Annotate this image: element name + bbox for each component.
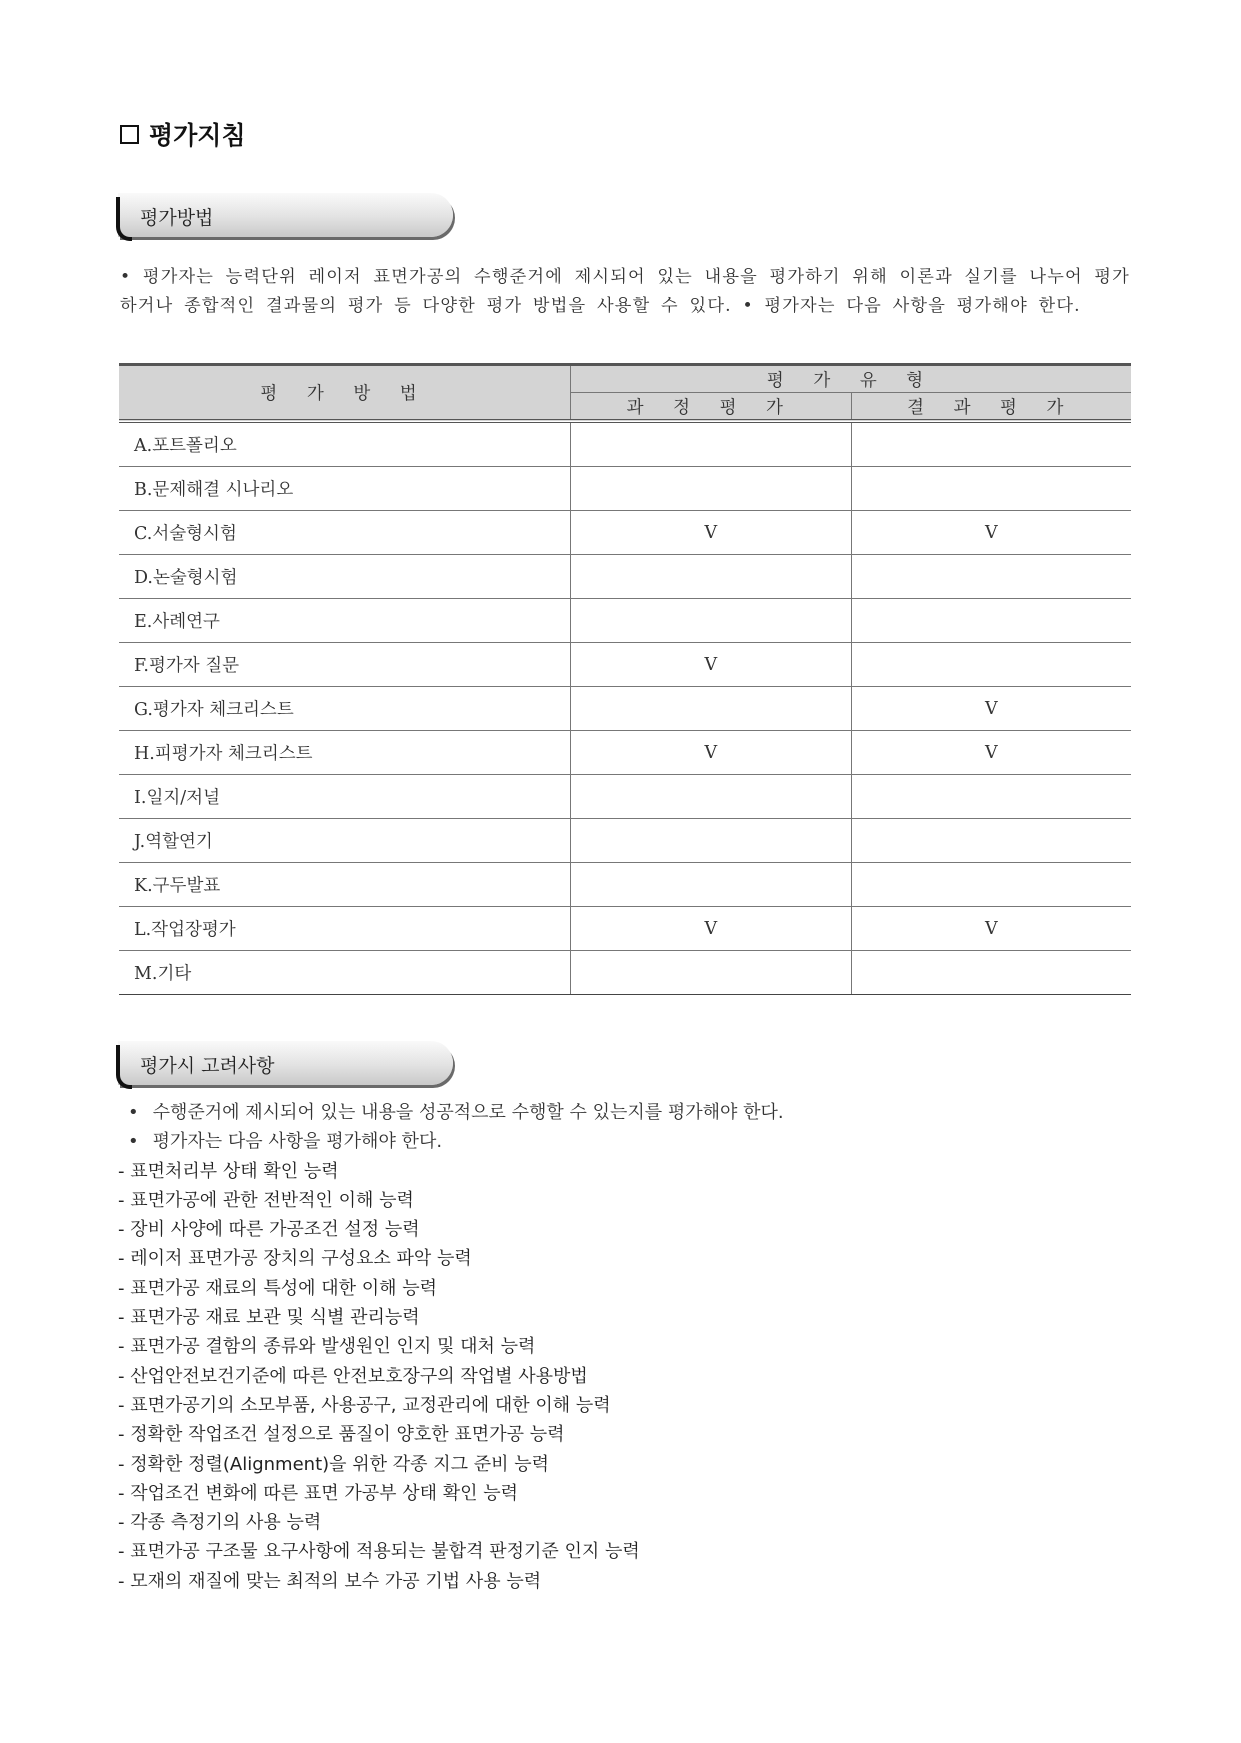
list-item: - 산업안전보건기준에 따른 안전보호장구의 작업별 사용방법 <box>118 1365 588 1387</box>
method-cell: B.문제해결 시나리오 <box>119 467 571 511</box>
process-cell <box>571 819 851 863</box>
method-cell: D.논술형시험 <box>119 555 571 599</box>
bullet-dot-icon: • <box>128 1102 139 1123</box>
result-cell <box>851 863 1131 907</box>
section-tab-label: 평가시 고려사항 <box>140 1055 275 1077</box>
table-row <box>119 775 1131 819</box>
result-cell <box>851 819 1131 863</box>
list-item: - 표면가공기의 소모부품, 사용공구, 교정관리에 대한 이해 능력 <box>118 1394 611 1416</box>
list-item: - 표면가공 재료 보관 및 식별 관리능력 <box>118 1307 420 1329</box>
list-item: - 장비 사양에 따른 가공조건 설정 능력 <box>118 1219 420 1241</box>
table-row <box>119 643 1131 687</box>
list-item <box>118 1127 784 1156</box>
process-cell <box>571 467 851 511</box>
result-cell: V <box>851 511 1131 555</box>
process-cell <box>571 555 851 599</box>
method-cell: K.구두발표 <box>119 863 571 907</box>
method-cell: E.사례연구 <box>119 599 571 643</box>
table-row <box>119 421 1131 467</box>
process-cell <box>571 599 851 643</box>
process-cell <box>571 951 851 995</box>
process-cell <box>571 421 851 467</box>
process-cell <box>571 775 851 819</box>
table-row <box>119 511 1131 555</box>
list-item: - 표면가공 구조물 요구사항에 적용되는 불합격 판정기준 인지 능력 <box>118 1541 640 1563</box>
process-cell: V <box>571 643 851 687</box>
method-cell: M.기타 <box>119 951 571 995</box>
square-bullet-icon <box>120 125 139 144</box>
section-tab-considerations <box>118 1041 453 1085</box>
result-cell <box>851 599 1131 643</box>
table-row <box>119 731 1131 775</box>
section-tab-evaluation-method <box>118 193 453 237</box>
process-cell: V <box>571 907 851 951</box>
process-cell: V <box>571 511 851 555</box>
list-item-text: 수행준거에 제시되어 있는 내용을 성공적으로 수행할 수 있는지를 평가해야 한다. <box>152 1102 784 1123</box>
process-cell <box>571 863 851 907</box>
table-row <box>119 819 1131 863</box>
evaluation-method-table <box>119 363 1131 995</box>
list-item: - 표면가공에 관한 전반적인 이해 능력 <box>118 1189 414 1211</box>
result-cell: V <box>851 731 1131 775</box>
list-item: - 각종 측정기의 사용 능력 <box>118 1512 322 1534</box>
method-cell: A.포트폴리오 <box>119 421 571 467</box>
result-cell <box>851 775 1131 819</box>
list-item: - 모재의 재질에 맞는 최적의 보수 가공 기법 사용 능력 <box>118 1570 542 1592</box>
table-row <box>119 599 1131 643</box>
method-cell: L.작업장평가 <box>119 907 571 951</box>
result-cell <box>851 555 1131 599</box>
result-cell <box>851 467 1131 511</box>
table-row <box>119 687 1131 731</box>
list-item: - 표면가공 재료의 특성에 대한 이해 능력 <box>118 1277 438 1299</box>
process-cell <box>571 687 851 731</box>
method-cell: G.평가자 체크리스트 <box>119 687 571 731</box>
method-cell: H.피평가자 체크리스트 <box>119 731 571 775</box>
method-cell: C.서술형시험 <box>119 511 571 555</box>
method-cell: F.평가자 질문 <box>119 643 571 687</box>
result-cell <box>851 421 1131 467</box>
list-item <box>118 1098 784 1127</box>
list-item: - 정확한 작업조건 설정으로 품질이 양호한 표면가공 능력 <box>118 1424 565 1446</box>
list-item: - 정확한 정렬(Alignment)을 위한 각종 지그 준비 능력 <box>118 1453 550 1475</box>
list-item: - 표면가공 결함의 종류와 발생원인 인지 및 대처 능력 <box>118 1336 536 1358</box>
list-item: - 작업조건 변화에 따른 표면 가공부 상태 확인 능력 <box>118 1482 519 1504</box>
table-row <box>119 907 1131 951</box>
list-item: - 표면처리부 상태 확인 능력 <box>118 1160 339 1182</box>
considerations-list <box>118 1098 784 1596</box>
process-cell: V <box>571 731 851 775</box>
result-cell <box>851 643 1131 687</box>
table-row <box>119 863 1131 907</box>
type-column-header: 평 가 유 형 <box>571 365 1131 393</box>
intro-paragraph: • 평가자는 능력단위 레이저 표면가공의 수행준거에 제시되어 있는 내용을 평가하기 위해 이론과 실기를 나누어 평가하거나 종합적인 결과물의 평가 등 다양한 평가 방법을 사용할 수 있다. • 평가자는 다음 사항을 평가해야 한다. <box>120 267 1130 316</box>
method-cell: I.일지/저널 <box>119 775 571 819</box>
page-title <box>120 116 246 152</box>
table-row <box>119 951 1131 995</box>
process-column-header: 과 정 평 가 <box>571 393 851 422</box>
result-cell <box>851 951 1131 995</box>
bullet-dot-icon: • <box>128 1131 139 1153</box>
table-row <box>119 467 1131 511</box>
method-cell: J.역할연기 <box>119 819 571 863</box>
list-item: - 레이저 표면가공 장치의 구성요소 파악 능력 <box>118 1248 472 1270</box>
result-column-header: 결 과 평 가 <box>851 393 1131 422</box>
section-tab-label: 평가방법 <box>140 207 214 229</box>
result-cell: V <box>851 907 1131 951</box>
result-cell: V <box>851 687 1131 731</box>
table-row <box>119 555 1131 599</box>
method-column-header: 평 가 방 법 <box>119 365 571 422</box>
list-item-text: 평가자는 다음 사항을 평가해야 한다. <box>152 1131 443 1153</box>
page-title-text: 평가지침 <box>149 121 246 150</box>
